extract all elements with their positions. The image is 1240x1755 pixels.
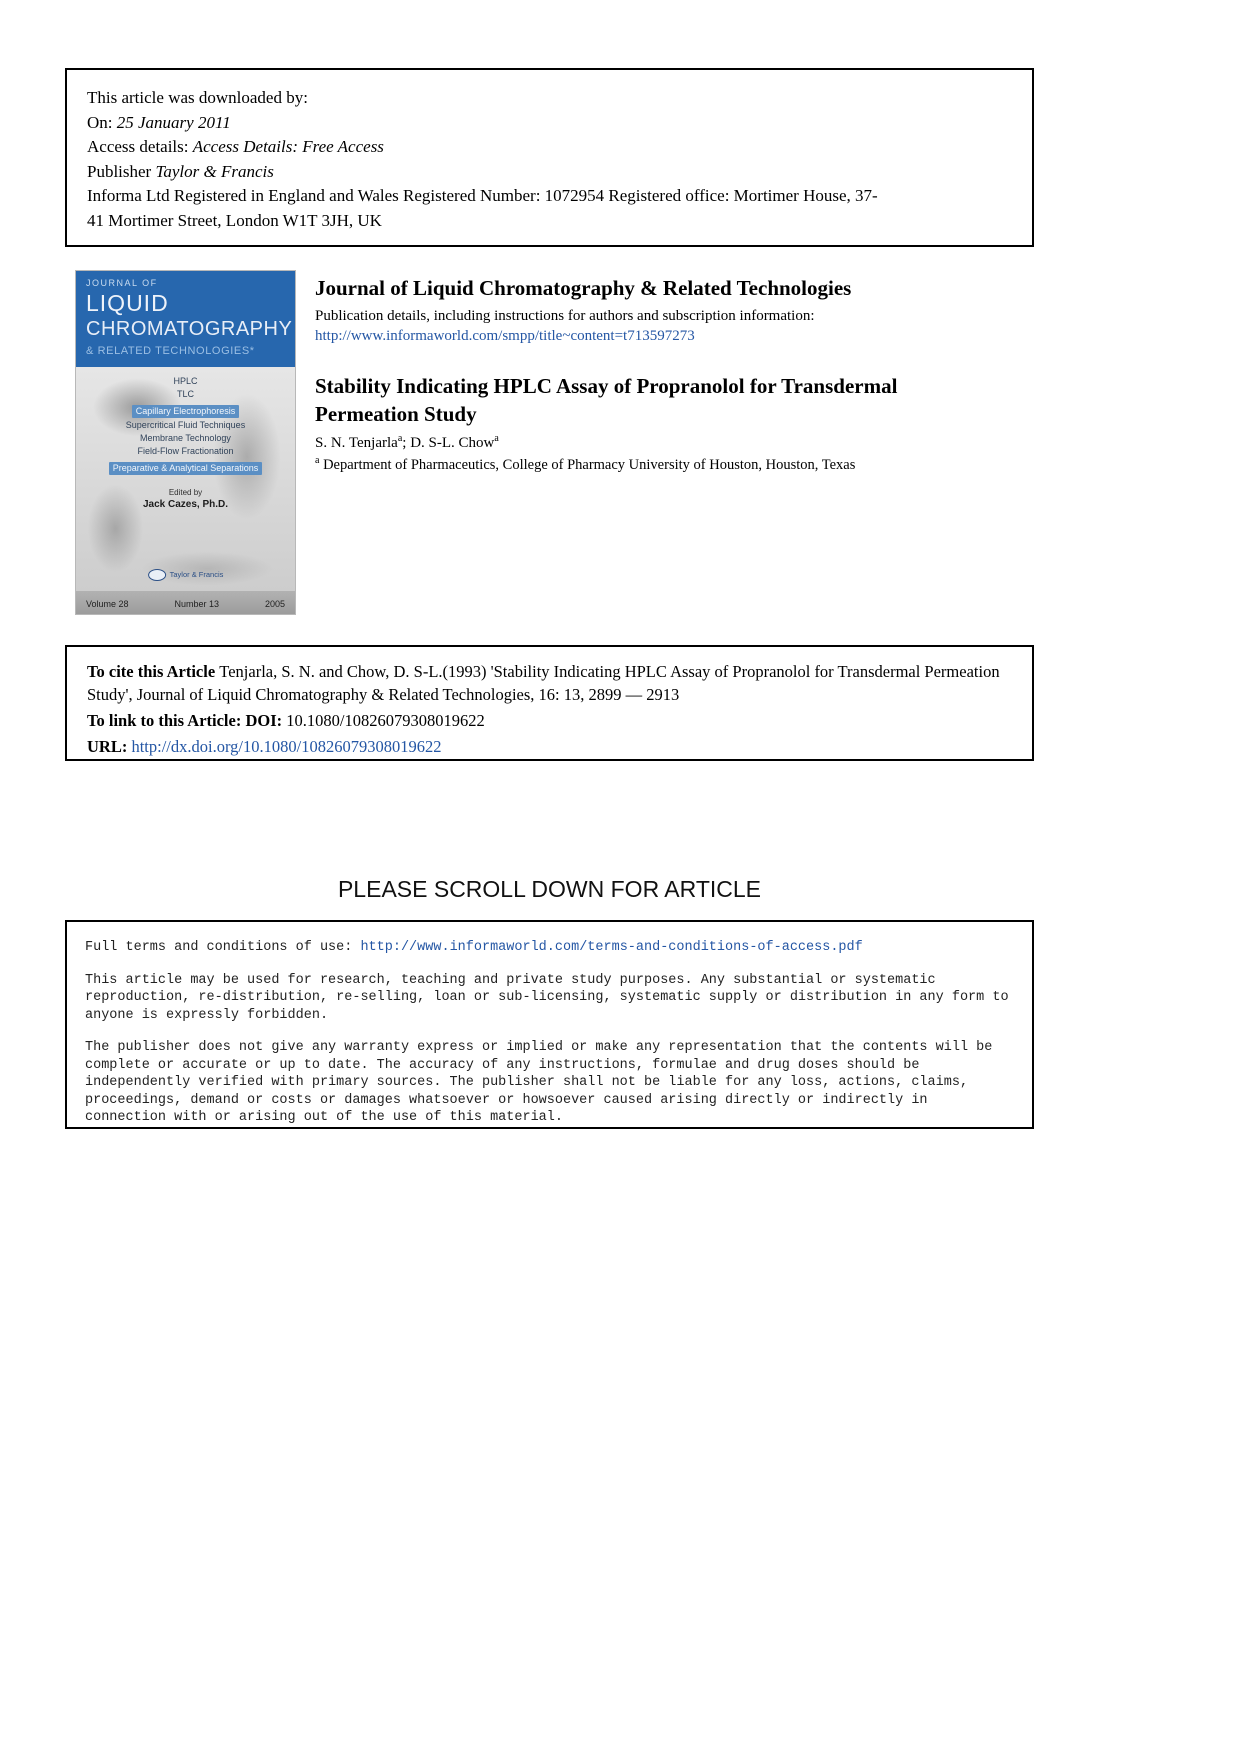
terms-pdf-link[interactable]: http://www.informaworld.com/terms-and-conditions-of-access.pdf bbox=[360, 940, 863, 955]
registration-line-2: 41 Mortimer Street, London W1T 3JH, UK bbox=[87, 210, 382, 230]
author-2-affil-mark: a bbox=[494, 433, 499, 444]
article-title-line2: Permeation Study bbox=[315, 402, 477, 426]
cover-title-liquid: LIQUID bbox=[86, 290, 169, 316]
terms-box bbox=[65, 920, 1034, 1129]
cover-footer bbox=[76, 591, 295, 615]
date-prefix: On: bbox=[87, 112, 117, 132]
taylor-francis-logo-icon bbox=[148, 569, 166, 581]
doi-label: To link to this Article: DOI: bbox=[87, 711, 287, 730]
downloaded-by-line bbox=[87, 86, 1012, 111]
publisher-prefix: Publisher bbox=[87, 161, 156, 181]
cover-topic: Field-Flow Fractionation bbox=[137, 446, 234, 456]
terms-paragraph-1: This article may be used for research, teaching and private study purposes. Any substantial or systematic reproduction, re-distribution, re-selling, loan or sub-licensing, systematic supply or distribution in any form to anyone is expressly forbidden. bbox=[85, 972, 1009, 1023]
downloaded-by-text: This article was downloaded by: bbox=[87, 88, 308, 107]
cite-article-text: Tenjarla, S. N. and Chow, D. S-L.(1993) 'Stability Indicating HPLC Assay of Propranolol for Transdermal Permeation Study', Journal of Liquid Chromatography & Related Technologies, 16: 13, 2899 — 2913 bbox=[87, 662, 1000, 704]
taylor-francis-logo bbox=[148, 569, 224, 581]
doi-line bbox=[87, 709, 1012, 732]
citation-box bbox=[65, 645, 1034, 761]
cover-editor-name: Jack Cazes, Ph.D. bbox=[142, 499, 229, 510]
cite-article-label: To cite this Article bbox=[87, 662, 220, 681]
cover-volume: Volume 28 bbox=[86, 598, 129, 609]
url-label: URL: bbox=[87, 737, 132, 756]
author-1: S. N. Tenjarla bbox=[315, 435, 398, 451]
url-line bbox=[87, 735, 1012, 758]
journal-cover-image bbox=[75, 270, 296, 615]
journal-info-section bbox=[315, 276, 1027, 474]
registration-line-1: Informa Ltd Registered in England and Wales Registered Number: 1072954 Registered office: Mortimer House, 37- bbox=[87, 186, 878, 205]
access-details-line bbox=[87, 135, 1012, 160]
cover-topic: Preparative & Analytical Separations bbox=[109, 462, 263, 475]
cover-title-related: & RELATED TECHNOLOGIES* bbox=[86, 345, 255, 357]
cover-topic: HPLC bbox=[173, 376, 198, 386]
article-title bbox=[315, 372, 1027, 428]
author-1-affil-mark: a bbox=[397, 433, 403, 444]
publisher-line bbox=[87, 160, 1012, 185]
article-url-link[interactable]: http://dx.doi.org/10.1080/10826079308019622 bbox=[131, 737, 442, 756]
full-terms-line bbox=[85, 939, 1014, 957]
article-title-line1: Stability Indicating HPLC Assay of Propranolol for Transdermal bbox=[315, 374, 898, 398]
affiliation-text: Department of Pharmaceutics, College of Pharmacy University of Houston, Houston, Texas bbox=[319, 457, 856, 473]
cover-year: 2005 bbox=[264, 598, 285, 609]
date-value: 25 January 2011 bbox=[116, 112, 231, 132]
article-affiliation bbox=[315, 457, 1027, 474]
affiliation-mark: a bbox=[315, 455, 320, 467]
cover-number: Number 13 bbox=[174, 598, 220, 609]
cover-topic: Capillary Electrophoresis bbox=[132, 405, 240, 418]
download-info-box bbox=[65, 68, 1034, 247]
access-prefix: Access details: bbox=[87, 137, 193, 156]
publication-details: Publication details, including instructions for authors and subscription information: bbox=[315, 308, 815, 324]
cover-topic: Supercritical Fluid Techniques bbox=[125, 420, 246, 430]
taylor-francis-logo-text: Taylor & Francis bbox=[169, 570, 224, 579]
cover-topic: Membrane Technology bbox=[140, 433, 231, 443]
cover-edited-by-label: Edited by bbox=[168, 488, 203, 497]
terms-paragraph-2: The publisher does not give any warranty express or implied or make any representation that the contents will be complete or accurate or up to date. The accuracy of any instructions, formulae and drug doses should be independently verified with primary sources. The publisher shall not be liable for any loss, actions, claims, proceedings, demand or costs or damages whatsoever or howsoever caused arising directly or indirectly in connection with or arising out of the use of this material. bbox=[85, 1040, 993, 1125]
download-date-line bbox=[87, 111, 1012, 136]
cover-title-chromatography: CHROMATOGRAPHY bbox=[86, 318, 293, 340]
full-terms-label: Full terms and conditions of use: bbox=[85, 940, 361, 955]
cite-article-line bbox=[87, 660, 1012, 706]
cover-journal-of-label: JOURNAL OF bbox=[86, 278, 158, 288]
article-authors bbox=[315, 435, 1027, 452]
cover-body bbox=[76, 367, 295, 591]
publication-link[interactable]: http://www.informaworld.com/smpp/title~content=t713597273 bbox=[315, 328, 695, 344]
access-value: Access Details: Free Access bbox=[192, 137, 384, 156]
author-separator: ; bbox=[402, 435, 411, 451]
cover-topic: TLC bbox=[176, 389, 194, 399]
publisher-name: Taylor & Francis bbox=[155, 161, 274, 181]
doi-value: 10.1080/10826079308019622 bbox=[286, 711, 485, 730]
scroll-down-notice: PLEASE SCROLL DOWN FOR ARTICLE bbox=[337, 876, 762, 902]
author-2: D. S-L. Chow bbox=[410, 435, 495, 451]
journal-title: Journal of Liquid Chromatography & Related Technologies bbox=[315, 276, 852, 300]
cover-header bbox=[76, 271, 295, 367]
